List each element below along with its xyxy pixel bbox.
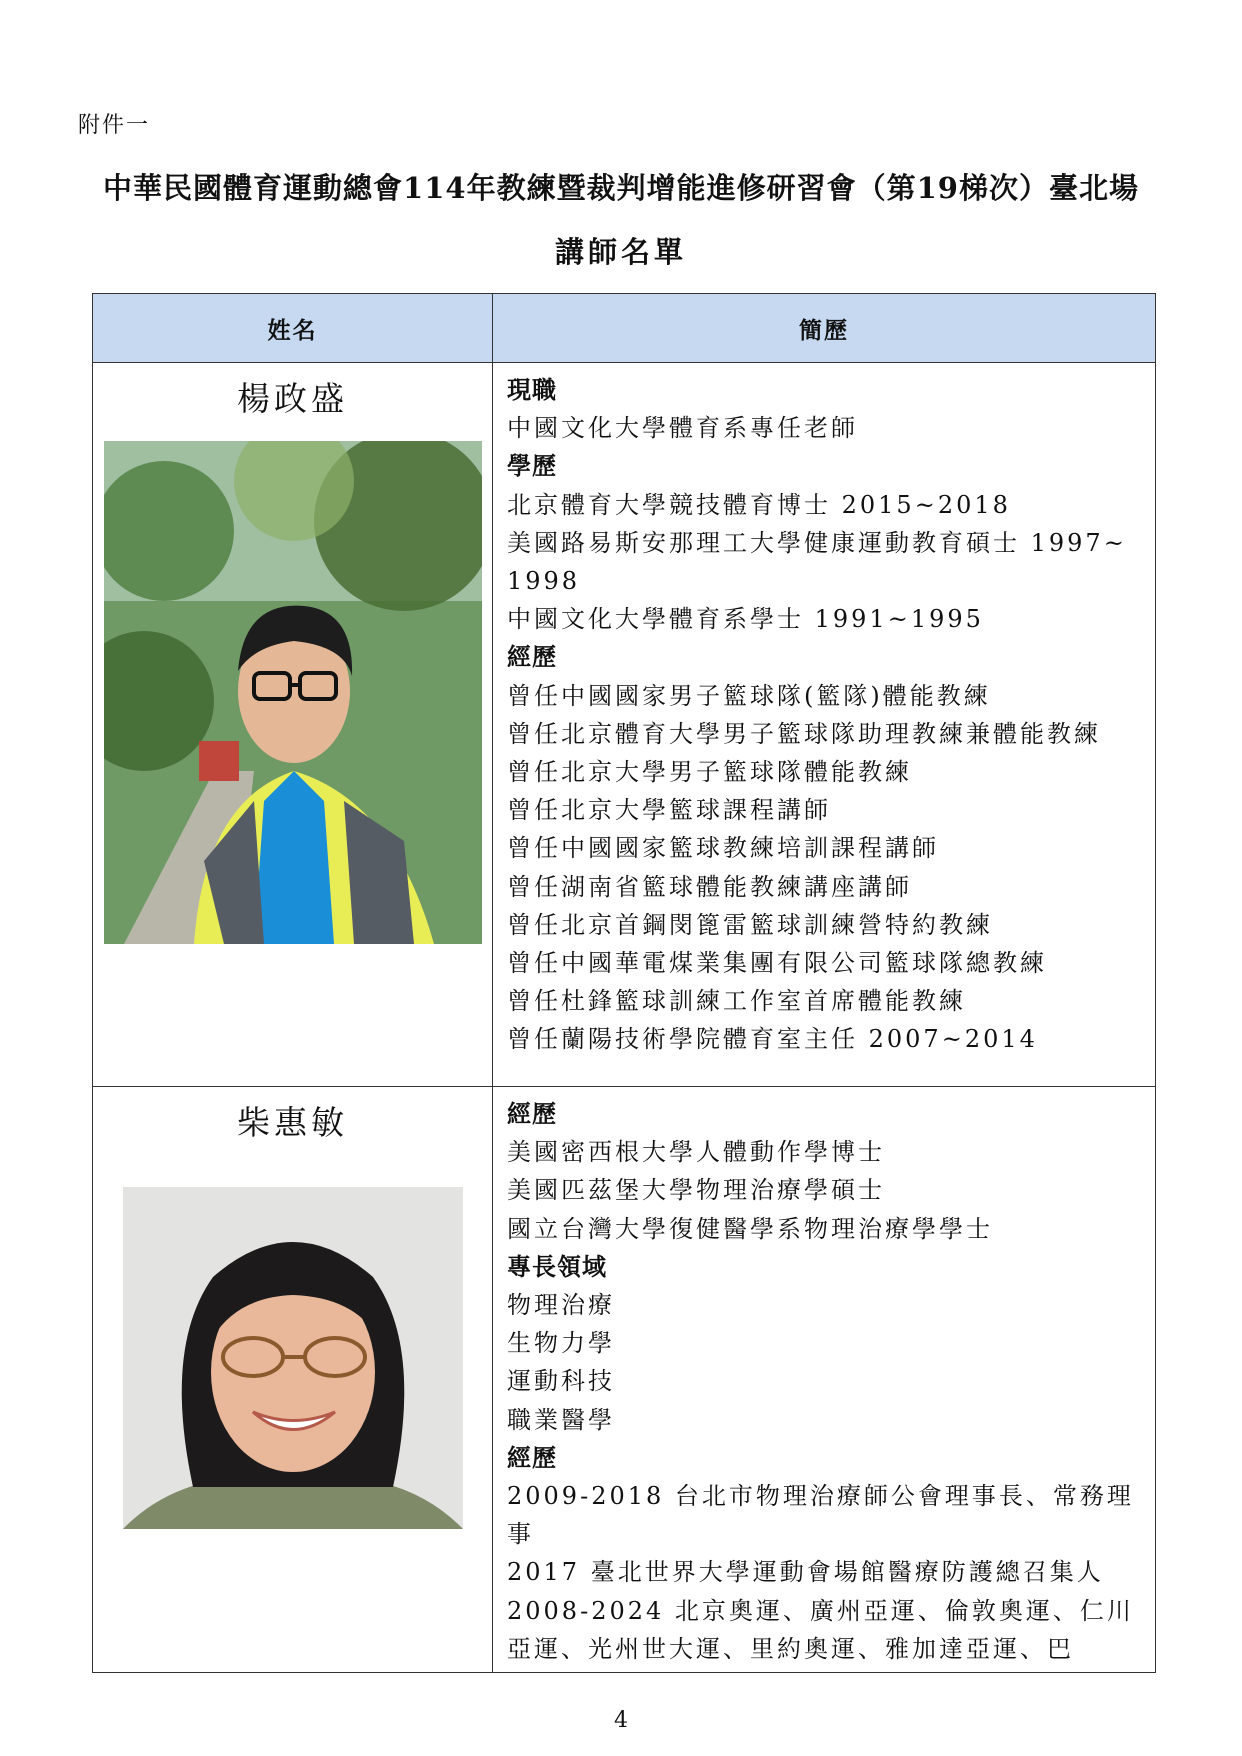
page-number: 4 xyxy=(614,1708,628,1733)
bio-line: 中國文化大學體育系學士 1991~1995 xyxy=(507,605,984,634)
bio-line: 曾任中國國家籃球教練培訓課程講師 xyxy=(507,834,939,863)
bio-line: 曾任中國國家男子籃球隊(籃隊)體能教練 xyxy=(507,681,991,710)
portrait-image xyxy=(104,441,482,944)
bio-line: 曾任北京大學男子籃球隊體能教練 xyxy=(507,758,912,787)
bio-heading: 經歷 xyxy=(507,1442,557,1472)
bio-heading: 學歷 xyxy=(507,451,557,481)
document-subtitle: 講師名單 xyxy=(554,235,687,269)
attachment-label: 附件一 xyxy=(78,113,151,138)
bio-line: 國立台灣大學復健醫學系物理治療學學士 xyxy=(507,1214,993,1243)
bio-heading: 經歷 xyxy=(507,1099,557,1128)
table-row xyxy=(93,363,1156,1087)
bio-line: 2008-2024 北京奧運、廣州亞運、倫敦奧運、仁川亞運、光州世大運、里約奧運、雅加達亞運、巴 xyxy=(507,1596,1134,1663)
lecturer-table xyxy=(92,293,1156,1673)
lecturer-name: 楊政盛 xyxy=(237,379,348,418)
bio-line: 運動科技 xyxy=(507,1367,615,1396)
table-header-row xyxy=(93,294,1156,363)
name-cell xyxy=(93,363,493,1087)
name-column-header: 姓名 xyxy=(93,294,493,363)
lecturer-photo xyxy=(123,1187,463,1529)
bio-line: 2017 臺北世界大學運動會場館醫療防護總召集人 xyxy=(507,1558,1104,1587)
bio-line: 物理治療 xyxy=(507,1291,615,1320)
bio-line: 中國文化大學體育系專任老師 xyxy=(507,414,858,443)
bio-cell xyxy=(493,363,1156,1087)
bio-line: 生物力學 xyxy=(507,1329,615,1358)
bio-cell xyxy=(493,1087,1156,1673)
bio-column-header: 簡歷 xyxy=(493,294,1156,363)
bio-line: 美國匹茲堡大學物理治療學碩士 xyxy=(507,1176,885,1205)
lecturer-photo xyxy=(104,441,482,944)
bio-line: 曾任蘭陽技術學院體育室主任 2007~2014 xyxy=(507,1025,1038,1054)
bio-heading: 專長領域 xyxy=(507,1251,607,1281)
table-row xyxy=(93,1087,1156,1673)
bio-line: 2009-2018 台北市物理治療師公會理事長、常務理事 xyxy=(507,1482,1134,1549)
bio-line: 職業醫學 xyxy=(507,1405,615,1434)
name-cell xyxy=(93,1087,493,1673)
bio-heading: 現職 xyxy=(507,375,557,404)
document-title: 中華民國體育運動總會114年教練暨裁判增能進修研習會（第19梯次）臺北場 xyxy=(103,171,1139,205)
bio-line: 曾任湖南省籃球體能教練講座講師 xyxy=(507,872,912,901)
lecturer-name: 柴惠敏 xyxy=(237,1103,348,1142)
bio-line: 曾任北京體育大學男子籃球隊助理教練兼體能教練 xyxy=(507,719,1101,748)
bio-line: 美國密西根大學人體動作學博士 xyxy=(507,1138,885,1167)
portrait-image xyxy=(123,1187,463,1529)
bio-line: 曾任中國華電煤業集團有限公司籃球隊總教練 xyxy=(507,949,1047,978)
bio-line: 曾任杜鋒籃球訓練工作室首席體能教練 xyxy=(507,987,966,1016)
bio-line: 曾任北京大學籃球課程講師 xyxy=(507,796,831,825)
bio-line: 曾任北京首鋼閔篦雷籃球訓練營特約教練 xyxy=(507,910,993,939)
bio-line: 美國路易斯安那理工大學健康運動教育碩士 1997~1998 xyxy=(507,528,1127,596)
bio-heading: 經歷 xyxy=(507,642,557,672)
bio-line: 北京體育大學競技體育博士 2015~2018 xyxy=(507,490,1011,519)
